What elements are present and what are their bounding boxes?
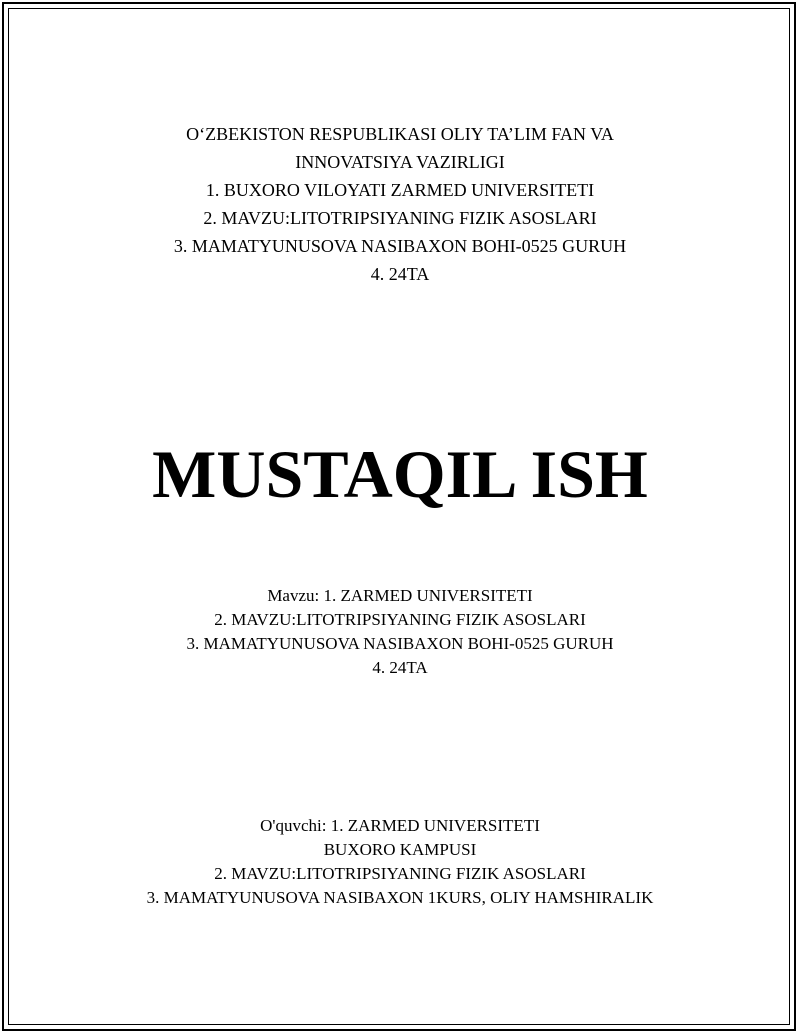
student-line: BUXORO KAMPUSI (323, 840, 477, 859)
student-line: 2. MAVZU:LITOTRIPSIYANING FIZIK ASOSLARI (214, 864, 586, 883)
student-line: O'quvchi: 1. ZARMED UNIVERSITETI (260, 816, 540, 835)
topic-line: 3. MAMATYUNUSOVA NASIBAXON BOHI-0525 GURUH (186, 634, 614, 653)
topic-line: 2. MAVZU:LITOTRIPSIYANING FIZIK ASOSLARI (214, 610, 586, 629)
ministry-header (0, 120, 800, 288)
header-line: 3. MAMATYUNUSOVA NASIBAXON BOHI-0525 GURUH (173, 236, 627, 256)
header-line: 1. BUXORO VILOYATI ZARMED UNIVERSITETI (205, 180, 595, 200)
header-line: 2. MAVZU:LITOTRIPSIYANING FIZIK ASOSLARI (203, 208, 597, 228)
header-line: INNOVATSIYA VAZIRLIGI (295, 152, 505, 172)
topic-line: 4. 24TA (372, 658, 428, 677)
topic-section (0, 584, 800, 680)
student-section (0, 814, 800, 910)
topic-line: Mavzu: 1. ZARMED UNIVERSITETI (267, 586, 533, 605)
document-title: MUSTAQIL ISH (152, 436, 648, 512)
document-title-block (0, 432, 800, 516)
header-line: O‘ZBEKISTON RESPUBLIKASI OLIY TA’LIM FAN VA (186, 124, 614, 144)
header-line: 4. 24TA (370, 264, 430, 284)
student-line: 3. MAMATYUNUSOVA NASIBAXON 1KURS, OLIY HAMSHIRALIK (146, 888, 654, 907)
